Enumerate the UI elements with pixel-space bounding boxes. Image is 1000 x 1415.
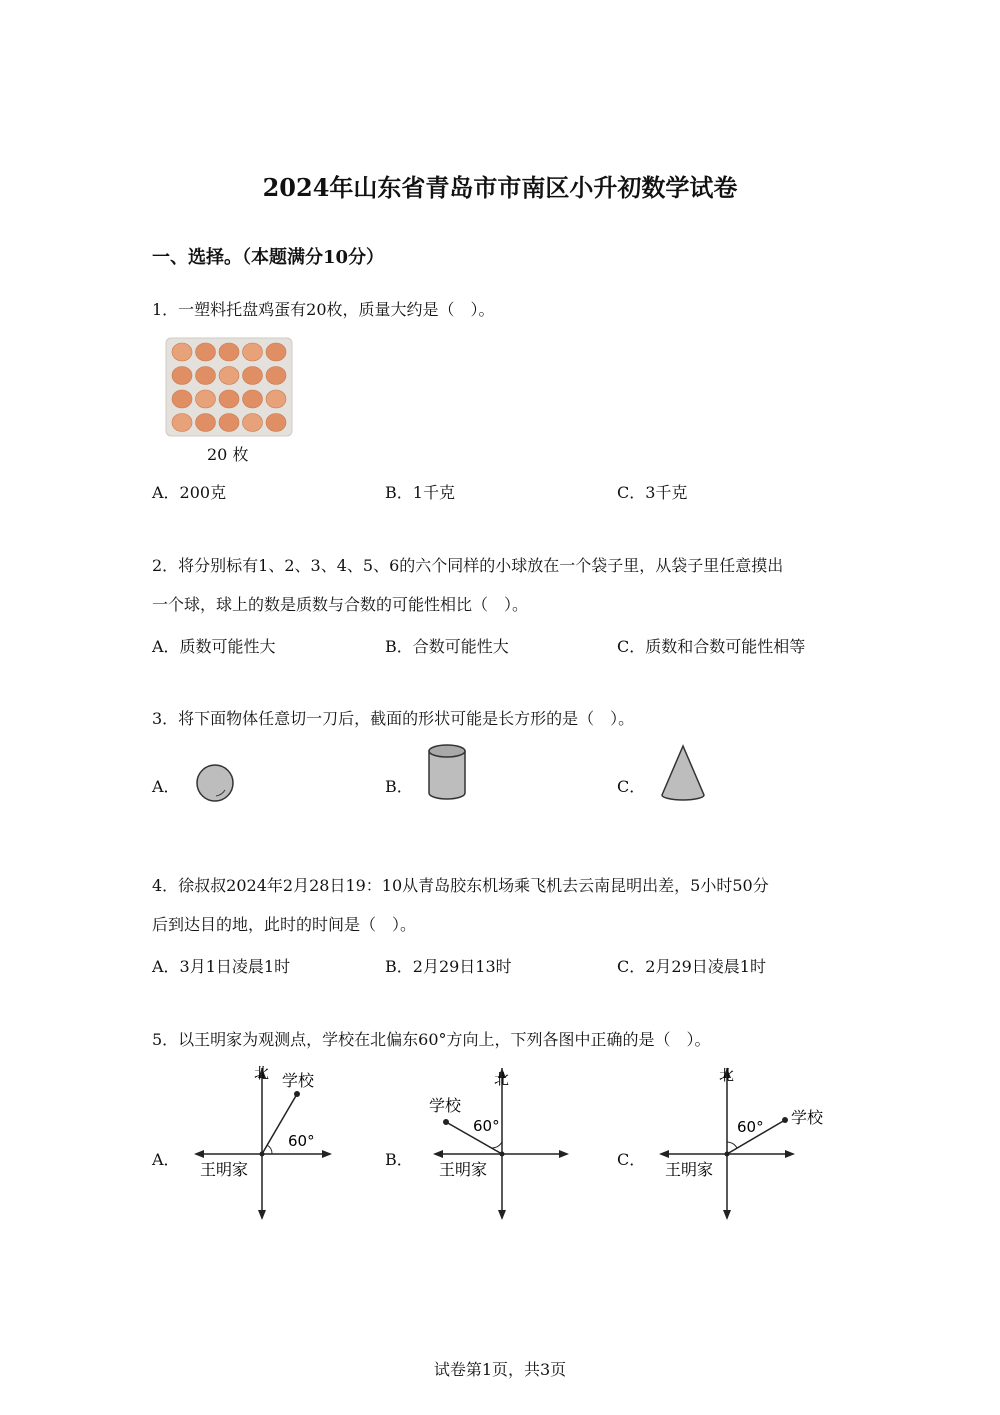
compass-diagram-a	[190, 1062, 340, 1224]
compass-diagram-b	[425, 1062, 575, 1224]
q5-option-c[interactable]: C．	[617, 1150, 646, 1169]
question-5-stem: 5．以王明家为观测点，学校在北偏东60°方向上，下列各图中正确的是（ ）。	[152, 1030, 711, 1049]
question-2-stem-line1: 2．将分别标有1、2、3、4、5、6的六个同样的小球放在一个袋子里，从袋子里任意摸出	[152, 556, 784, 575]
q4-option-c[interactable]: C．2月29日凌晨1时	[617, 957, 766, 976]
egg-icon	[219, 414, 239, 432]
egg-tray-icon	[165, 337, 293, 437]
q4-option-b[interactable]: B．2月29日13时	[385, 957, 512, 976]
egg-icon	[196, 367, 216, 385]
egg-icon	[266, 390, 286, 408]
north-label: 北	[719, 1066, 735, 1084]
egg-icon	[219, 343, 239, 361]
q1-option-a[interactable]: A．200克	[152, 483, 227, 502]
egg-tray-image	[165, 337, 293, 437]
egg-icon	[243, 367, 263, 385]
compass-diagram-c	[655, 1062, 835, 1224]
egg-icon	[243, 390, 263, 408]
egg-icon	[172, 414, 192, 432]
question-1-stem: 1．一塑料托盘鸡蛋有20枚，质量大约是（ ）。	[152, 300, 495, 319]
school-label: 学校	[282, 1071, 315, 1090]
school-label: 学校	[429, 1096, 462, 1115]
home-label: 王明家	[439, 1160, 488, 1179]
egg-icon	[196, 343, 216, 361]
q3-option-a[interactable]: A．	[152, 777, 180, 796]
page-title: 2024年山东省青岛市市南区小升初数学试卷	[262, 173, 738, 202]
q2-option-b[interactable]: B．合数可能性大	[385, 637, 509, 656]
angle-label: 60°	[473, 1117, 500, 1135]
home-label: 王明家	[665, 1160, 714, 1179]
q1-option-c[interactable]: C．3千克	[617, 483, 688, 502]
angle-label: 60°	[737, 1118, 764, 1136]
section-heading: 一、选择。（本题满分10分）	[152, 247, 385, 268]
question-4-stem-line1: 4．徐叔叔2024年2月28日19：10从青岛胶东机场乘飞机去云南昆明出差，5小时50分	[152, 876, 769, 895]
egg-icon	[266, 367, 286, 385]
q2-option-c[interactable]: C．质数和合数可能性相等	[617, 637, 806, 656]
egg-icon	[266, 343, 286, 361]
school-label: 学校	[791, 1108, 824, 1127]
page-footer: 试卷第1页，共3页	[433, 1360, 567, 1379]
egg-icon	[266, 414, 286, 432]
q1-option-b[interactable]: B．1千克	[385, 483, 455, 502]
sphere-icon	[194, 762, 236, 804]
q2-option-a[interactable]: A．质数可能性大	[152, 637, 276, 656]
cone-icon	[659, 744, 707, 802]
question-4-stem-line2: 后到达目的地，此时的时间是（ ）。	[152, 915, 417, 934]
egg-icon	[172, 390, 192, 408]
angle-label: 60°	[288, 1132, 315, 1150]
egg-icon	[243, 343, 263, 361]
q5-option-b[interactable]: B．	[385, 1150, 413, 1169]
north-label: 北	[494, 1070, 510, 1088]
q3-option-c[interactable]: C．	[617, 777, 646, 796]
q5-option-a[interactable]: A．	[152, 1150, 180, 1169]
q3-option-b[interactable]: B．	[385, 777, 413, 796]
egg-icon	[196, 414, 216, 432]
egg-icon	[243, 414, 263, 432]
cylinder-icon	[426, 742, 468, 802]
egg-tray-caption: 20 枚	[207, 445, 249, 464]
egg-icon	[172, 343, 192, 361]
egg-icon	[196, 390, 216, 408]
q4-option-a[interactable]: A．3月1日凌晨1时	[152, 957, 291, 976]
egg-icon	[219, 367, 239, 385]
question-2-stem-line2: 一个球，球上的数是质数与合数的可能性相比（ ）。	[152, 595, 529, 614]
home-label: 王明家	[200, 1160, 249, 1179]
question-3-stem: 3．将下面物体任意切一刀后，截面的形状可能是长方形的是（ ）。	[152, 709, 635, 728]
egg-icon	[172, 367, 192, 385]
north-label: 北	[254, 1064, 270, 1082]
egg-icon	[219, 390, 239, 408]
